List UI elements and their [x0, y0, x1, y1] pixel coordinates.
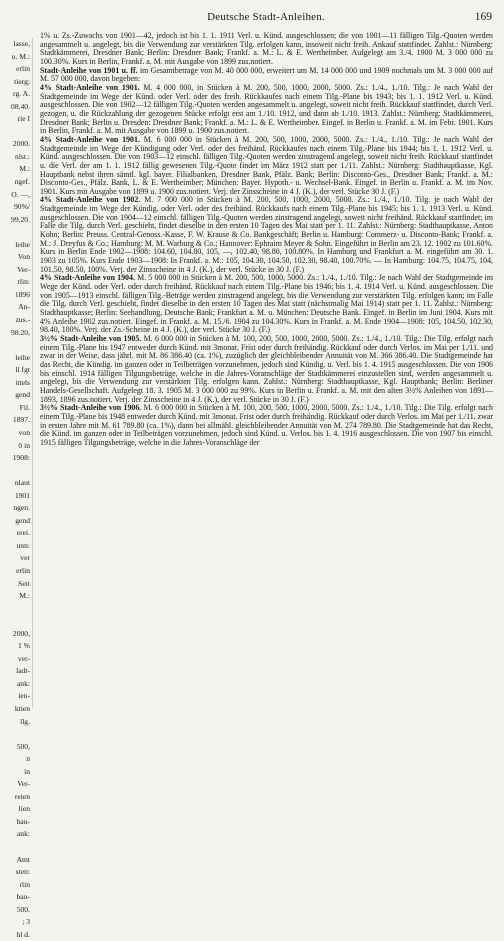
edge-fragment: erei.	[16, 528, 30, 538]
edge-fragment: 99.20.	[11, 214, 30, 224]
edge-fragment: Amt	[16, 854, 30, 864]
edge-fragment: M.:	[19, 591, 30, 601]
edge-fragment: erlin	[16, 565, 30, 575]
edge-fragment: reien	[14, 791, 30, 801]
edge-fragment: 1908:	[12, 453, 30, 463]
edge-fragment: ; 3	[22, 917, 30, 927]
previous-page-edge	[0, 38, 33, 939]
edge-fragment: ktien	[14, 703, 30, 713]
edge-fragment: in	[24, 766, 30, 776]
section-heading: 4% Stadt-Anleihe von 1902.	[40, 195, 141, 205]
section-3half-1906	[40, 404, 493, 447]
edge-fragment: An-	[18, 302, 30, 312]
page-number: 169	[474, 11, 492, 23]
edge-fragment: Seit	[18, 578, 30, 588]
section-heading: 4% Stadt-Anleihe von 1904.	[40, 273, 135, 283]
edge-fragment: ien-	[18, 691, 30, 701]
edge-fragment: 2000.	[12, 139, 30, 149]
section-text: im Gesamtbetrage von M. 40 000 000, erweitert um M. 14 000 000 und 1909 nochmals um M. 3 000 000 auf M. 57 000 000, davon begeben:	[40, 65, 493, 84]
section-4pct-1901-b	[40, 136, 493, 197]
edge-fragment	[0, 728, 32, 741]
edge-fragment: sten:	[15, 867, 30, 877]
section-1901-ff	[40, 67, 493, 84]
edge-fragment: hl d.	[16, 929, 30, 939]
edge-fragment: rie I	[17, 114, 30, 124]
edge-fragment: 98.20,	[11, 327, 30, 337]
section-4pct-1901-a	[40, 84, 493, 136]
edge-fragment: Ver-	[17, 264, 30, 274]
edge-fragment: rlin	[19, 879, 30, 889]
edge-fragment: O. —,	[11, 189, 30, 199]
section-text: M. 7 000 000 in Stücken à M. 200, 500, 1000, 2000, 5000. Zs.: 1./4., 1./10. Tilg. je nach Wahl der Stadtgemeinde im Wege der Kündig. oder Verl. oder des freihänd. Rückkaufs nach einem Tilg.-Plane bis 1945; bis 1. 1. 1913 Verl. u. Künd. ausgeschlossen. Die von 1904—12 einschl. fälligen Tilg.-Quoten werden zinstragend angelegt, soweit nicht freihänd. Rückkauf stattfindet; im Falle die Tilg. durch Verl. geschieht, findet dieselbe in den ersten 10 Tagen des Mai statt per 1. 11. Zahlst.: Nürnberg: Stadthauptkasse, Anton Kohn; Berlin: Preuss. Central-Genoss.-Kasse, F. W. Krause & Co. Bankgeschäft; Berlin u. Hamburg: Commerz- u. Disconto-Bank; Frankf. a. M.: J. Dreyfus & Co.; Hamburg: M. M. Warburg & Co.; Hannover: Ephraim Meyer & Sohn. Eingeführt in Berlin am 23. 12. 1902 zu 101.60%. Kurs in Berlin Ende 1902—1908: 104.60, 104.80, 105, —, 102.40, 98.80, 100.80%. In Hamburg und Frankfurt a. M. eingeführt am 30. 1. 1903 zu 105%. Kurs Ende 1903—1908: In Frankf. a. M.: 105, 104.30, 104.50, 102.30, 98.40, 100.70%. — In Hamburg: 104.75, 104.75, 104, 101.50, 98.50, 100%. Verj. der Zinsscheine in 4 J. (K.), der verl. Stücke in 30 J. (F.)	[40, 195, 493, 274]
edge-fragment: zus.-	[15, 315, 30, 325]
edge-fragment: gend	[15, 390, 30, 400]
edge-fragment: tierg;	[14, 76, 30, 86]
edge-fragment: ngef.	[14, 177, 30, 187]
edge-fragment: lien	[18, 804, 30, 814]
page-header	[40, 11, 492, 27]
edge-fragment: 500.	[16, 904, 30, 914]
section-text: M. 5 000 000 in Stücken à M. 200, 500, 1000, 5000. Zs.: 1./4., 1./10. Tilg.: Je nach Wahl der Stadtgemeinde im Wege der Künd. oder Verl. oder durch freihänd. Rückkauf nach einem Tilg.-Plane bis 1946; bis 1. 4. 1914 Verl. u. Künd. ausgeschlossen. Die von 1905—1913 einschl. fälligen Tilg.-Beträge werden zinstragend angelegt, bis die Verwendung zur verstärkten Tilg. erfolgen kann; im Falle die Tilg. durch Verl. geschieht, findet dieselbe in den ersten 10 Tagen des Mai statt (nächstmalig Mai 1914) statt per 1. 11. Zahlst.: Nürnberg: Stadthauptkasse; Berlin: Seehandlung, Deutsche Bank; Frankfurt a. M. u. München: Deutsche Bank. Eingef. in Berlin im Juni 1904. Kurs mit 4% Anleihe 1902 zus.notiert. Eingef. in Frankf. a. M. 15./6. 1904 zu 104.30%. Kurs in Frankf. a. M. Ende 1904—1908: 105, 104.50, 102.30, 98.40, 100%. Verj. der Zs.-Scheine in 4 J. (K.), der verl. Stücke 30 J. (F.)	[40, 273, 493, 335]
section-heading: 3½% Stadt-Anleihe von 1905.	[40, 333, 142, 343]
intro-text: 1% u. Zs.-Zuwachs von 1901—42, jedoch ist bis 1. 1. 1911 Verl. u. Künd. ausgeschlossen; die von 1901—11 fälligen Tilg.-Quoten werden angesammelt u. angelegt, bis die Verwendung zur verstärkten Tilg. erfolgen kann, insoweit nicht freih. Ankauf stattfindet. Zahlst.: Nürnberg: Stadtkämmerei, Dresdner Bank; Berlin: Dresdner Bank; Frankf. a. M.: L. & E. Wertheimber. Aufgelegt am 3./4. 1900 M. 3 000 000 zu 100.30%. Kurs in Berlin, Frankf. a. M. mit Ausgabe von 1899 zus.notiert.	[40, 31, 493, 66]
edge-fragment: llg.	[20, 716, 30, 726]
section-heading: Stadt-Anleihe von 1901 u. ff.	[40, 65, 138, 75]
edge-fragment: Fil.	[19, 402, 30, 412]
edge-fragment: ladt-	[16, 666, 30, 676]
edge-fragment: ittels	[15, 377, 30, 387]
edge-fragment: 90%/	[13, 202, 30, 212]
edge-fragment	[0, 603, 32, 616]
edge-fragment: bau-	[16, 816, 30, 826]
page-body	[40, 32, 493, 708]
edge-fragment: rg. A.	[13, 89, 30, 99]
section-text: M. 4 000 000, in Stücken à M. 200, 500, 1000, 2000, 5000. Zs.: 1./4., 1./10. Tilg.: Je nach Wahl der Stadtgemeinde im Wege der Künd. oder Verl. oder des freih. Rückkaufes nach einem Tilg.-Plane bis 1943; bis 1. 1. 1912 Verl. u. Künd. ausgeschlossen. Die von 1902—12 fälligen Tilg.-Quoten werden angesammelt u. angelegt, soweit nicht freih. Rückkauf stattfindet, durch Verl. gezogen, u. die Rückzahlung der gezogenen Stücke erfolgt erst am 1./10. 1912, und dann ab 1./10. 1913. Zahlst.: Nürnberg: Stadtkämmerei, Dresdner Bank; Berlin u. Dresden: Dresdner Bank; Frankf. a. M.: L. & E. Wertheimber. Eingef. in Berlin u. Frankf. a. M. im Febr. 1901. Kurs in Berlin, Frankf. a. M. mit Ausgabe von 1899 u. 1900 zus.notiert.	[40, 82, 493, 136]
edge-fragment: nlaut	[14, 478, 30, 488]
edge-fragment: ver	[20, 553, 30, 563]
edge-fragment: Ver-	[17, 779, 30, 789]
edge-fragment	[0, 226, 32, 239]
edge-fragment	[0, 615, 32, 628]
edge-fragment: unn:	[16, 540, 30, 550]
section-heading: 4% Stadt-Anleihe von 1901.	[40, 82, 140, 92]
edge-fragment: n	[26, 754, 30, 764]
section-heading: 4% Stadt-Anleihe von 1901.	[40, 134, 140, 144]
edge-fragment: leihe	[15, 239, 30, 249]
section-text: M. 6 000 000 in Stücken à M. 100, 200, 500, 1000, 2000, 5000. Zs.: 1./4., 1./10. Tilg.: Die Tilg. erfolgt nach einem Tilg.-Plane bis 1948 entweder durch Künd. mit 3monat. Frist oder durch freihändig. Rückkauf oder durch Verlos. im Mai per 1./11. zwar in ersten Jahre mit M. 61 789.80 (ca. 1%), dann bei allmähl. gleichbleibender Annuität von M. 274 789.80. Die Stadtgemeinde hat das Recht, die Künd. im ganzen oder in Teilbeträgen vorzunehmen, jedoch sind Künd. u. Verlos. bis 1. 4. 1916 ausgeschlossen. Die von 1907 bis einschl. 1915 fälligen Tilgungsbeträge, welche in die Jahres-Voranschläge der	[40, 403, 493, 447]
edge-fragment: 2000,	[12, 628, 30, 638]
section-text: M. 6 000 000 in Stücken à M. 200, 500, 1000, 2000, 5000. Zs.: 1./4., 1./10. Tilg.: Je nach Wahl der Stadtgemeinde im Wege der Kündigung oder Verl. oder des freihänd. Rückkaufes nach einem Tilg.-Plane bis 1944; bis 1. 1. 1912 Verl. u. Künd. ausgeschlossen. Die von 1903—12 einschl. fälligen Tilg.-Quoten werden zinstragend angelegt, soweit nicht freih. Rückkauf stattfindet u. die Verl. der am 1. 1. 1912 fällig gewesenen Tilg.-Quote findet im März 1912 statt per 1./11. Zahlst.: Nürnberg: Stadthauptkasse, Kgl. Hauptbank nebst ihren sämtl. kgl. bayer. Filialbanken, Dresdner Bank, Pfälz. Bank; Berlin: Disconto-Ges., Dresdner Bank; Frankf. a. M.: Disconto-Ges., Pfälz. Bank, L. & E. Wertheimber; München: Bayer. Hypoth.- u. Wechsel-Bank. Eingef. in Berlin u. Frankf. a. M. im Nov. 1901. Kurs mit Ausgabe von 1899 u. 1900 zus.notiert. Verj. der Zinsscheine in 4 J. (K.), der verl. Stücke 30 J. (F.)	[40, 134, 493, 196]
edge-fragment: u. M.:	[11, 51, 30, 61]
running-title: Deutsche Stadt-Anleihen.	[207, 11, 325, 23]
edge-fragment: 1901	[14, 490, 30, 500]
edge-fragment: gend	[15, 515, 30, 525]
edge-fragment: rlin:	[17, 277, 30, 287]
edge-fragment: lasse,	[13, 39, 30, 48]
edge-fragment: von	[18, 427, 30, 437]
edge-fragment	[0, 126, 32, 139]
edge-fragment: ank:	[16, 678, 30, 688]
section-text: M. 6 000 000 in Stücken à M. 100, 200, 500, 1000, 2000, 5000. Zs.: 1./4., 1./10. Tilg.: Die Tilg. erfolgt nach einem Tilg.-Plane bis 1947 entweder durch Künd. mit 3monat. Frist oder durch freihändig. Rückkauf oder durch Verlos. im Mai per 1./11. und zwar in der Weise, dass jährl. mit M. 86 386.40 (ca. 1%), zuzüglich der gleichbleibender Annuität von M. 366 386.40. Die Stadtgemeinde hat das Recht, die Kündig. im ganzen oder in Teilbeträgen vorzunehmen, jedoch sind Kündig. u. Verl. bis 1. 4. 1915 ausgeschlossen. Die von 1906 bis einschl. 1914 fälligen Tilgungsbeträge, welche in die Jahres-Voranschläge der Stadtkämmerei einzustellen sind, werden angesammelt u. angelegt, bis die Verwendung zur verstärkten Tilg. erfolgen kann. Zahlst.: Nürnberg: Stadthauptkasse, Kgl. Hauptbank; Berlin: Berliner Handels-Gesellschaft. Aufgelegt 18. 3. 1905 M. 3 000 000 zu 99%. Kurs in Berlin u. Frankf. a. M. mit den alten 3½% Anleihen von 1891—1893, 1896 zus.notiert. Verj. der Zinsscheine in 4 J. (K.), der verl. Stücke in 30 J. (F.)	[40, 333, 493, 404]
intro-paragraph	[40, 32, 493, 67]
section-3half-1905	[40, 335, 493, 404]
edge-fragment: 0 in	[18, 440, 30, 450]
edge-fragment: M.:	[19, 164, 30, 174]
edge-fragment: ll fgt	[15, 365, 30, 375]
edge-fragment: ngen.	[13, 503, 30, 513]
edge-fragment: Von	[17, 252, 30, 262]
edge-fragment: 500,	[16, 741, 30, 751]
edge-fragment: ver-	[17, 653, 30, 663]
section-4pct-1904	[40, 274, 493, 335]
edge-fragment: 1896	[14, 289, 30, 299]
edge-fragment: leihe	[15, 352, 30, 362]
edge-fragment: 1 %	[17, 641, 30, 651]
edge-fragment: bau-	[16, 892, 30, 902]
section-heading: 3½% Stadt-Anleihe von 1906.	[40, 403, 142, 413]
edge-fragment: erlin	[16, 64, 30, 74]
edge-fragment	[0, 841, 32, 854]
edge-fragment: 08.40.	[11, 101, 30, 111]
edge-fragment	[0, 465, 32, 478]
edge-fragment	[0, 339, 32, 352]
section-4pct-1902	[40, 196, 493, 274]
edge-fragment: ank:	[16, 829, 30, 839]
edge-fragment: 1897.	[12, 415, 30, 425]
edge-fragment: nlst.:	[15, 151, 30, 161]
